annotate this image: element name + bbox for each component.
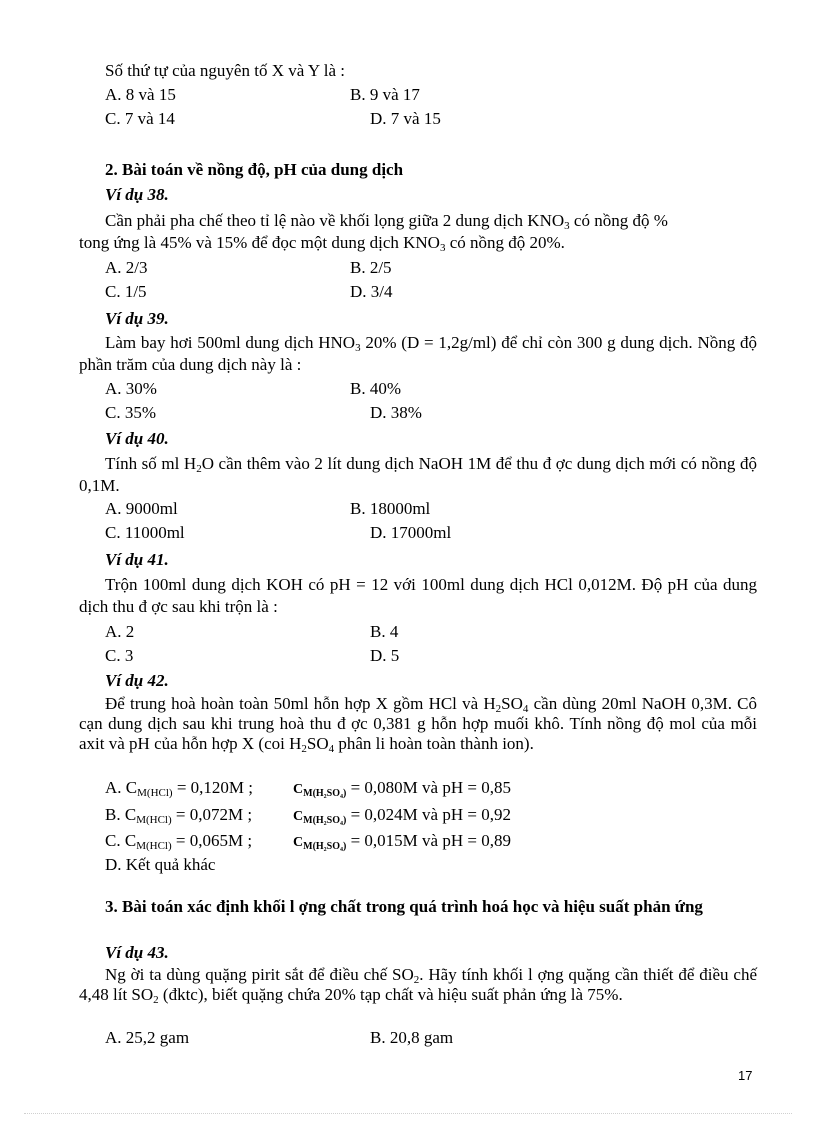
example-43-option-b: B. 20,8 gam bbox=[370, 1028, 454, 1047]
example-43-label: Ví dụ 43. bbox=[105, 943, 169, 962]
example-42-option-c-h2so4: CM(H₂SO₄) = 0,015M và pH = 0,89 bbox=[293, 831, 511, 852]
example-41-option-a: A. 2 bbox=[105, 622, 135, 641]
example-42-option-a-h2so4: CM(H₂SO₄) = 0,080M và pH = 0,85 bbox=[293, 778, 511, 799]
example-42-option-a: A. CM(HCl) = 0,120M ; bbox=[105, 778, 254, 799]
example-40-option-c: C. 11000ml bbox=[105, 523, 185, 542]
example-39-label: Ví dụ 39. bbox=[105, 309, 169, 328]
example-38-option-a: A. 2/3 bbox=[105, 258, 148, 277]
example-38-label: Ví dụ 38. bbox=[105, 185, 169, 204]
example-42-option-d: D. Kết quả khác bbox=[105, 855, 216, 874]
example-39-option-a: A. 30% bbox=[105, 379, 157, 398]
example-42-label: Ví dụ 42. bbox=[105, 671, 169, 690]
example-38-question-line1: Cần phải pha chế theo tỉ lệ nào về khối lọng giữa 2 dung dịch $KNO_3$ có nồng độ % bbox=[105, 211, 668, 232]
example-40-option-a: A. 9000ml bbox=[105, 499, 178, 518]
example-38-question-line2: tong ứng là 45% và 15% để đọc một dung dịch $KNO_3$ có nồng độ 20%. bbox=[79, 233, 565, 254]
section-3-title: 3. Bài toán xác định khối l ợng chất trong quá trình hoá học và hiệu suất phản ứng bbox=[105, 897, 703, 916]
section-2-title: 2. Bài toán về nồng độ, pH của dung dịch bbox=[105, 160, 404, 179]
example-42-option-b: B. CM(HCl) = 0,072M ; bbox=[105, 805, 253, 826]
example-41-question: Trộn 100ml dung dịch KOH có pH = 12 với 100ml dung dịch HCl 0,012M. Độ pH của dung dịch thu đ ợc sau khi trộn là : bbox=[79, 575, 757, 616]
example-39-option-b: B. 40% bbox=[350, 379, 401, 398]
example-39-question: Làm bay hơi 500ml dung dịch $HNO_3$ 20% (D = 1,2g/ml) để chỉ còn 300 g dung dịch. Nồng độ phần trăm của dung dịch này là : bbox=[79, 333, 757, 374]
example-42-option-c: C. CM(HCl) = 0,065M ; bbox=[105, 831, 253, 852]
example-41-option-b: B. 4 bbox=[370, 622, 399, 641]
example-40-option-d: D. 17000ml bbox=[370, 523, 452, 542]
example-43-option-a: A. 25,2 gam bbox=[105, 1028, 190, 1047]
intro-option-d: D. 7 và 15 bbox=[370, 109, 441, 128]
example-42-question: Để trung hoà hoàn toàn 50ml hỗn hợp X gồm HCl và $H_2SO_4$ cần dùng 20ml NaOH 0,3M. Cô cạn dung dịch sau khi trung hoà thu đ ợc 0,381 g hỗn hợp muối khô. Tính nồng độ mol của mỗi axit và pH của hỗn hợp X (coi $H_2SO_4$ phân li hoàn toàn thành ion). bbox=[79, 694, 757, 755]
example-39-option-c: C. 35% bbox=[105, 403, 156, 422]
example-42-option-b-h2so4: CM(H₂SO₄) = 0,024M và pH = 0,92 bbox=[293, 805, 511, 826]
example-40-option-b: B. 18000ml bbox=[350, 499, 431, 518]
example-38-option-d: D. 3/4 bbox=[350, 282, 393, 301]
footer-divider bbox=[24, 1113, 792, 1114]
example-39-option-d: D. 38% bbox=[370, 403, 422, 422]
example-38-option-c: C. 1/5 bbox=[105, 282, 147, 301]
intro-option-b: B. 9 và 17 bbox=[350, 85, 420, 104]
example-40-label: Ví dụ 40. bbox=[105, 429, 169, 448]
example-41-option-c: C. 3 bbox=[105, 646, 134, 665]
example-41-option-d: D. 5 bbox=[370, 646, 400, 665]
intro-option-a: A. 8 và 15 bbox=[105, 85, 176, 104]
example-40-question: Tính số ml $H_2O$ cần thêm vào 2 lít dung dịch NaOH 1M để thu đ ợc dung dịch mới có nồng độ 0,1M. bbox=[79, 454, 758, 495]
example-38-option-b: B. 2/5 bbox=[350, 258, 392, 277]
intro-option-c: C. 7 và 14 bbox=[105, 109, 175, 128]
example-43-question: Ng ời ta dùng quặng pirit sắt để điều chế $SO_2$. Hãy tính khối l ợng quặng cần thiết để điều chế 4,48 lít $SO_2$ (đktc), biết quặng chứa 20% tạp chất và hiệu suất phản ứng là 75%. bbox=[79, 965, 758, 1006]
page-number: 17 bbox=[738, 1068, 753, 1083]
intro-question: Số thứ tự của nguyên tố X và Y là : bbox=[105, 61, 346, 80]
example-41-label: Ví dụ 41. bbox=[105, 550, 169, 569]
